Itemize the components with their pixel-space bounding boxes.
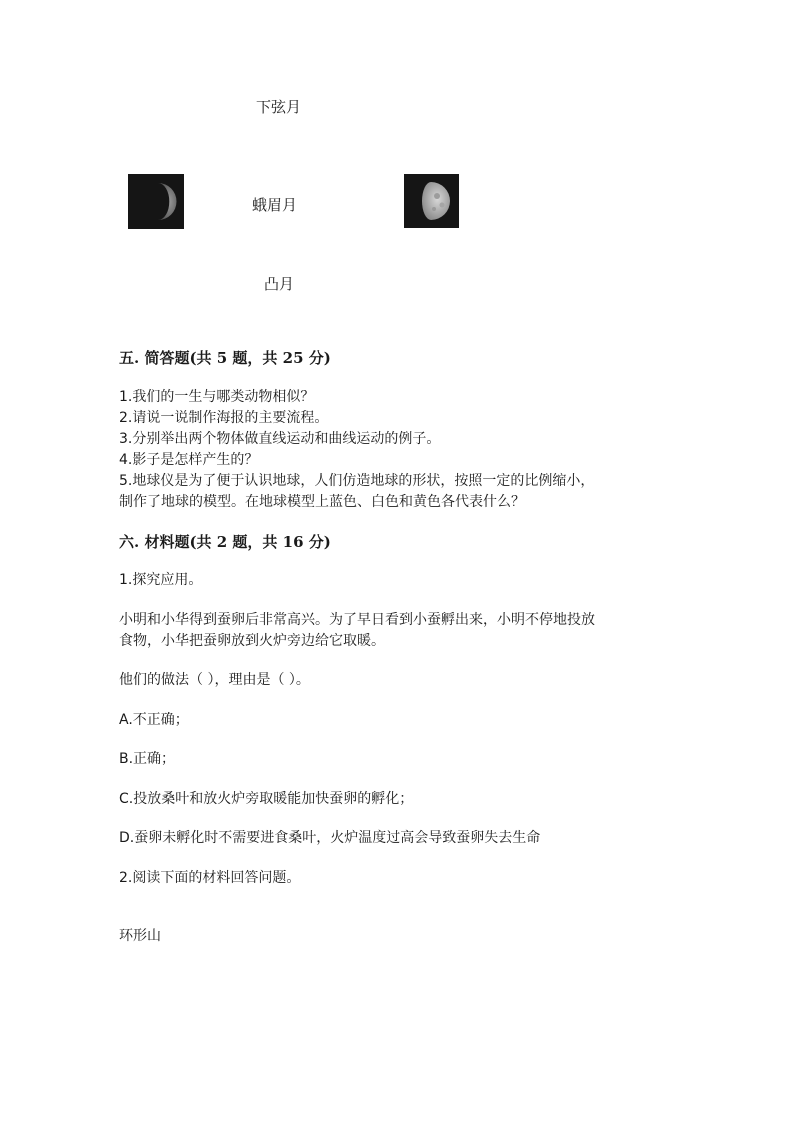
section-5-question-2: 2.请说一说制作海报的主要流程。: [119, 410, 329, 426]
moon-label-crescent: 蛾眉月: [252, 196, 298, 214]
section-5-question-4: 4.影子是怎样产生的？: [119, 452, 259, 468]
material-question-1-heading: 1.探究应用。: [119, 572, 203, 588]
material-question-2-heading: 2.阅读下面的材料回答问题。: [119, 870, 301, 886]
option-a: A.不正确；: [119, 712, 189, 728]
option-c: C.投放桑叶和放火炉旁取暖能加快蚕卵的孵化；: [119, 791, 414, 807]
section-5-title: 五. 简答题(共 5 题，共 25 分): [119, 349, 331, 367]
section-5-question-5: 5.地球仪是为了便于认识地球，人们仿造地球的形状，按照一定的比例缩小，: [119, 473, 595, 489]
material-question-1-prompt: 他们的做法（ ），理由是（ ）。: [119, 672, 310, 688]
section-5-question-3: 3.分别举出两个物体做直线运动和曲线运动的例子。: [119, 431, 441, 447]
material-question-1-text-line-1: 小明和小华得到蚕卵后非常高兴。为了早日看到小蚕孵出来，小明不停地投放: [119, 612, 595, 628]
crescent-moon-icon: [128, 174, 184, 229]
moon-label-gibbous: 凸月: [264, 275, 295, 293]
option-d: D.蚕卵未孵化时不需要进食桑叶，火炉温度过高会导致蚕卵失去生命: [119, 830, 541, 846]
material-question-1-text-line-2: 食物，小华把蚕卵放到火炉旁边给它取暖。: [119, 633, 385, 649]
moon-label-waning-quarter: 下弦月: [256, 98, 302, 116]
section-5-question-5-continued: 制作了地球的模型。在地球模型上蓝色、白色和黄色各代表什么？: [119, 494, 525, 510]
crescent-moon-image: [128, 174, 184, 229]
option-b: B.正确；: [119, 751, 176, 767]
gibbous-moon-image: [404, 174, 459, 228]
section-6-title: 六. 材料题(共 2 题，共 16 分): [119, 533, 331, 551]
material-question-2-term: 环形山: [119, 928, 161, 944]
section-5-question-1: 1.我们的一生与哪类动物相似？: [119, 389, 315, 405]
gibbous-moon-icon: [404, 174, 459, 228]
